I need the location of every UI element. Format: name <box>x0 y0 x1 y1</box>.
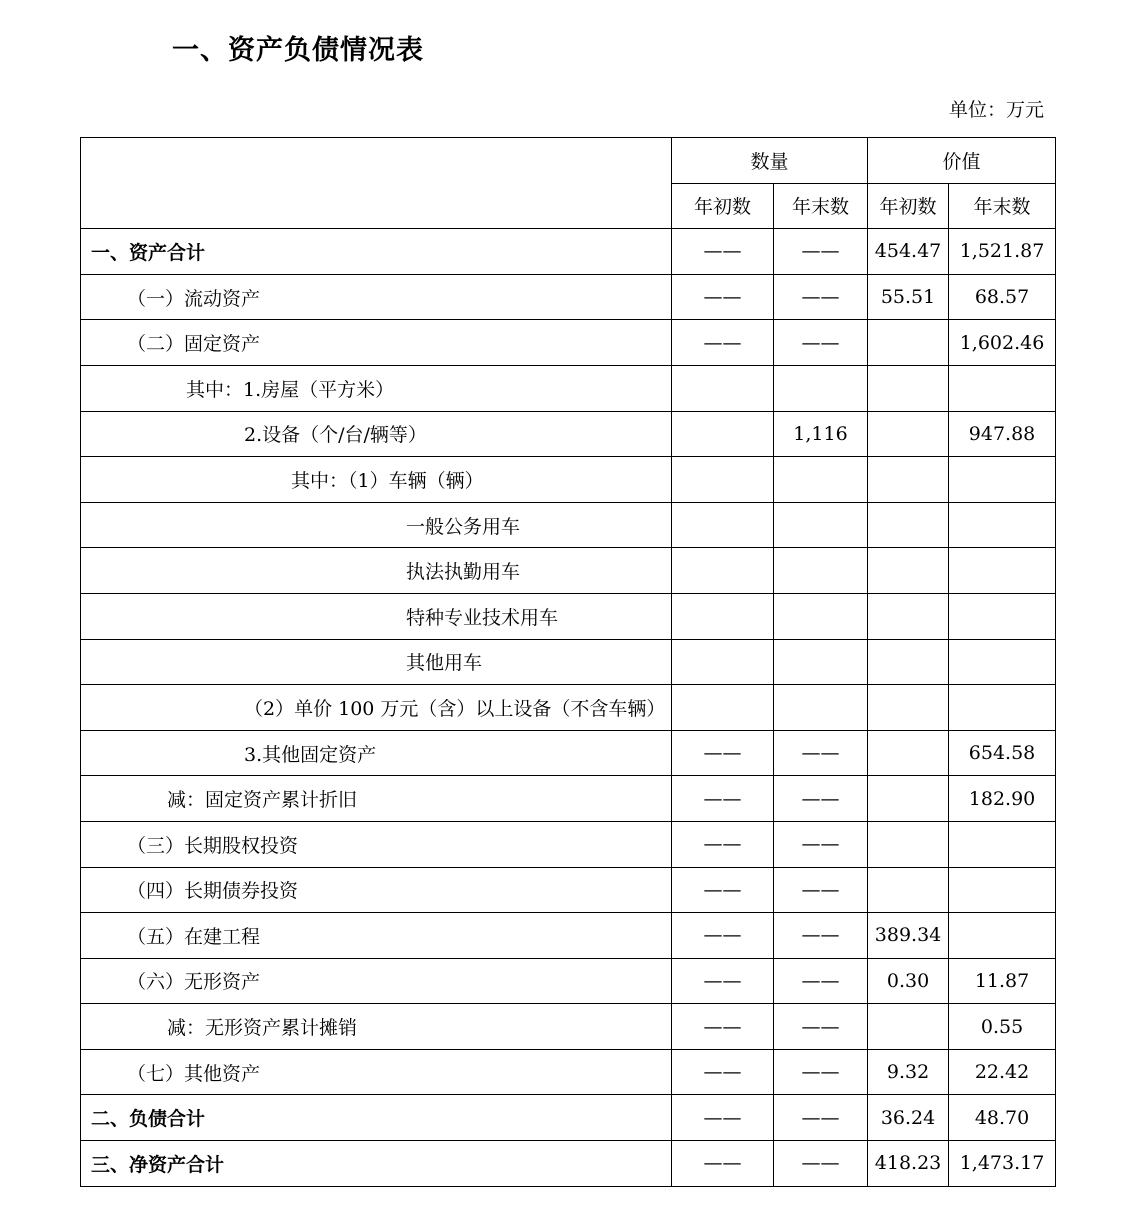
value-year-begin <box>868 411 949 457</box>
quantity-year-begin <box>672 365 774 411</box>
table-row <box>81 548 1056 594</box>
header-row-top <box>81 138 1056 184</box>
quantity-year-end: —— <box>774 730 868 776</box>
row-label: 一般公务用车 <box>81 502 672 548</box>
row-label: （二）固定资产 <box>81 320 672 366</box>
value-year-begin <box>868 821 949 867</box>
value-year-begin <box>868 685 949 731</box>
quantity-year-begin <box>672 457 774 503</box>
header-value: 价值 <box>868 138 1056 184</box>
value-year-end: 1,602.46 <box>949 320 1056 366</box>
row-label: 3.其他固定资产 <box>81 730 672 776</box>
table-row <box>81 365 1056 411</box>
quantity-year-end <box>774 457 868 503</box>
table-row <box>81 229 1056 275</box>
quantity-year-end <box>774 593 868 639</box>
value-year-end: 1,473.17 <box>949 1141 1056 1187</box>
value-year-end <box>949 548 1056 594</box>
table-row <box>81 867 1056 913</box>
value-year-begin <box>868 548 949 594</box>
value-year-end: 182.90 <box>949 776 1056 822</box>
table-row <box>81 639 1056 685</box>
table-row <box>81 730 1056 776</box>
value-year-begin: 9.32 <box>868 1049 949 1095</box>
value-year-end: 947.88 <box>949 411 1056 457</box>
quantity-year-end: —— <box>774 1049 868 1095</box>
quantity-year-end <box>774 639 868 685</box>
table-row <box>81 457 1056 503</box>
quantity-year-begin: —— <box>672 867 774 913</box>
value-year-end <box>949 913 1056 959</box>
value-year-end <box>949 867 1056 913</box>
row-label: 其中：1.房屋（平方米） <box>81 365 672 411</box>
quantity-year-begin: —— <box>672 913 774 959</box>
value-year-begin: 389.34 <box>868 913 949 959</box>
header-quantity-year-end: 年末数 <box>774 183 868 229</box>
value-year-begin <box>868 502 949 548</box>
value-year-end <box>949 502 1056 548</box>
value-year-begin <box>868 1004 949 1050</box>
header-value-year-end: 年末数 <box>949 183 1056 229</box>
quantity-year-end: —— <box>774 913 868 959</box>
table-row <box>81 776 1056 822</box>
row-label: 减：固定资产累计折旧 <box>81 776 672 822</box>
value-year-begin <box>868 457 949 503</box>
row-label: （六）无形资产 <box>81 958 672 1004</box>
table-row <box>81 1004 1056 1050</box>
quantity-year-begin: —— <box>672 229 774 275</box>
quantity-year-begin: —— <box>672 776 774 822</box>
quantity-year-begin: —— <box>672 821 774 867</box>
value-year-begin <box>868 639 949 685</box>
table-row <box>81 913 1056 959</box>
value-year-begin <box>868 365 949 411</box>
quantity-year-end: 1,116 <box>774 411 868 457</box>
header-value-year-begin: 年初数 <box>868 183 949 229</box>
quantity-year-begin: —— <box>672 1004 774 1050</box>
header-quantity-year-begin: 年初数 <box>672 183 774 229</box>
table-row <box>81 1049 1056 1095</box>
quantity-year-begin <box>672 593 774 639</box>
value-year-end <box>949 821 1056 867</box>
value-year-end <box>949 457 1056 503</box>
balance-sheet-table <box>80 137 1056 1187</box>
quantity-year-end: —— <box>774 1004 868 1050</box>
value-year-end <box>949 365 1056 411</box>
table-row <box>81 502 1056 548</box>
row-label: 三、净资产合计 <box>81 1141 672 1187</box>
table-row <box>81 685 1056 731</box>
table-row <box>81 821 1056 867</box>
quantity-year-end: —— <box>774 229 868 275</box>
row-label: （五）在建工程 <box>81 913 672 959</box>
value-year-end <box>949 685 1056 731</box>
value-year-end <box>949 593 1056 639</box>
value-year-begin <box>868 776 949 822</box>
quantity-year-begin: —— <box>672 320 774 366</box>
quantity-year-end: —— <box>774 958 868 1004</box>
table-row <box>81 1095 1056 1141</box>
value-year-end: 68.57 <box>949 274 1056 320</box>
quantity-year-begin <box>672 548 774 594</box>
value-year-begin <box>868 867 949 913</box>
quantity-year-begin <box>672 685 774 731</box>
row-label: （四）长期债券投资 <box>81 867 672 913</box>
table-row <box>81 958 1056 1004</box>
row-label: 一、资产合计 <box>81 229 672 275</box>
value-year-begin <box>868 730 949 776</box>
row-label: 减：无形资产累计摊销 <box>81 1004 672 1050</box>
value-year-end: 0.55 <box>949 1004 1056 1050</box>
value-year-begin: 454.47 <box>868 229 949 275</box>
value-year-end: 48.70 <box>949 1095 1056 1141</box>
row-label: 执法执勤用车 <box>81 548 672 594</box>
quantity-year-begin <box>672 639 774 685</box>
table-row <box>81 411 1056 457</box>
quantity-year-end: —— <box>774 274 868 320</box>
unit-label: 单位：万元 <box>948 99 1044 121</box>
quantity-year-begin: —— <box>672 958 774 1004</box>
value-year-begin: 0.30 <box>868 958 949 1004</box>
value-year-end: 11.87 <box>949 958 1056 1004</box>
quantity-year-begin: —— <box>672 274 774 320</box>
quantity-year-begin <box>672 411 774 457</box>
quantity-year-end: —— <box>774 776 868 822</box>
quantity-year-end: —— <box>774 320 868 366</box>
value-year-end: 22.42 <box>949 1049 1056 1095</box>
quantity-year-begin: —— <box>672 1095 774 1141</box>
row-label: （七）其他资产 <box>81 1049 672 1095</box>
quantity-year-end: —— <box>774 1095 868 1141</box>
value-year-end <box>949 639 1056 685</box>
page-title: 一、资产负债情况表 <box>172 35 424 66</box>
quantity-year-end <box>774 502 868 548</box>
value-year-begin: 55.51 <box>868 274 949 320</box>
quantity-year-begin: —— <box>672 1049 774 1095</box>
row-label: （2）单价 100 万元（含）以上设备（不含车辆） <box>81 685 672 731</box>
table-row <box>81 593 1056 639</box>
quantity-year-begin: —— <box>672 730 774 776</box>
value-year-begin: 418.23 <box>868 1141 949 1187</box>
quantity-year-end: —— <box>774 1141 868 1187</box>
row-label: 特种专业技术用车 <box>81 593 672 639</box>
row-label: 二、负债合计 <box>81 1095 672 1141</box>
row-label: （三）长期股权投资 <box>81 821 672 867</box>
quantity-year-end: —— <box>774 867 868 913</box>
value-year-end: 654.58 <box>949 730 1056 776</box>
header-quantity: 数量 <box>672 138 868 184</box>
table-row <box>81 320 1056 366</box>
header-corner-cell <box>81 138 672 229</box>
value-year-begin <box>868 593 949 639</box>
value-year-end: 1,521.87 <box>949 229 1056 275</box>
row-label: （一）流动资产 <box>81 274 672 320</box>
table-row <box>81 1141 1056 1187</box>
table-row <box>81 274 1056 320</box>
quantity-year-begin: —— <box>672 1141 774 1187</box>
row-label: 2.设备（个/台/辆等） <box>81 411 672 457</box>
quantity-year-end: —— <box>774 821 868 867</box>
value-year-begin: 36.24 <box>868 1095 949 1141</box>
quantity-year-begin <box>672 502 774 548</box>
quantity-year-end <box>774 365 868 411</box>
quantity-year-end <box>774 548 868 594</box>
row-label: 其中：（1）车辆（辆） <box>81 457 672 503</box>
row-label: 其他用车 <box>81 639 672 685</box>
quantity-year-end <box>774 685 868 731</box>
value-year-begin <box>868 320 949 366</box>
